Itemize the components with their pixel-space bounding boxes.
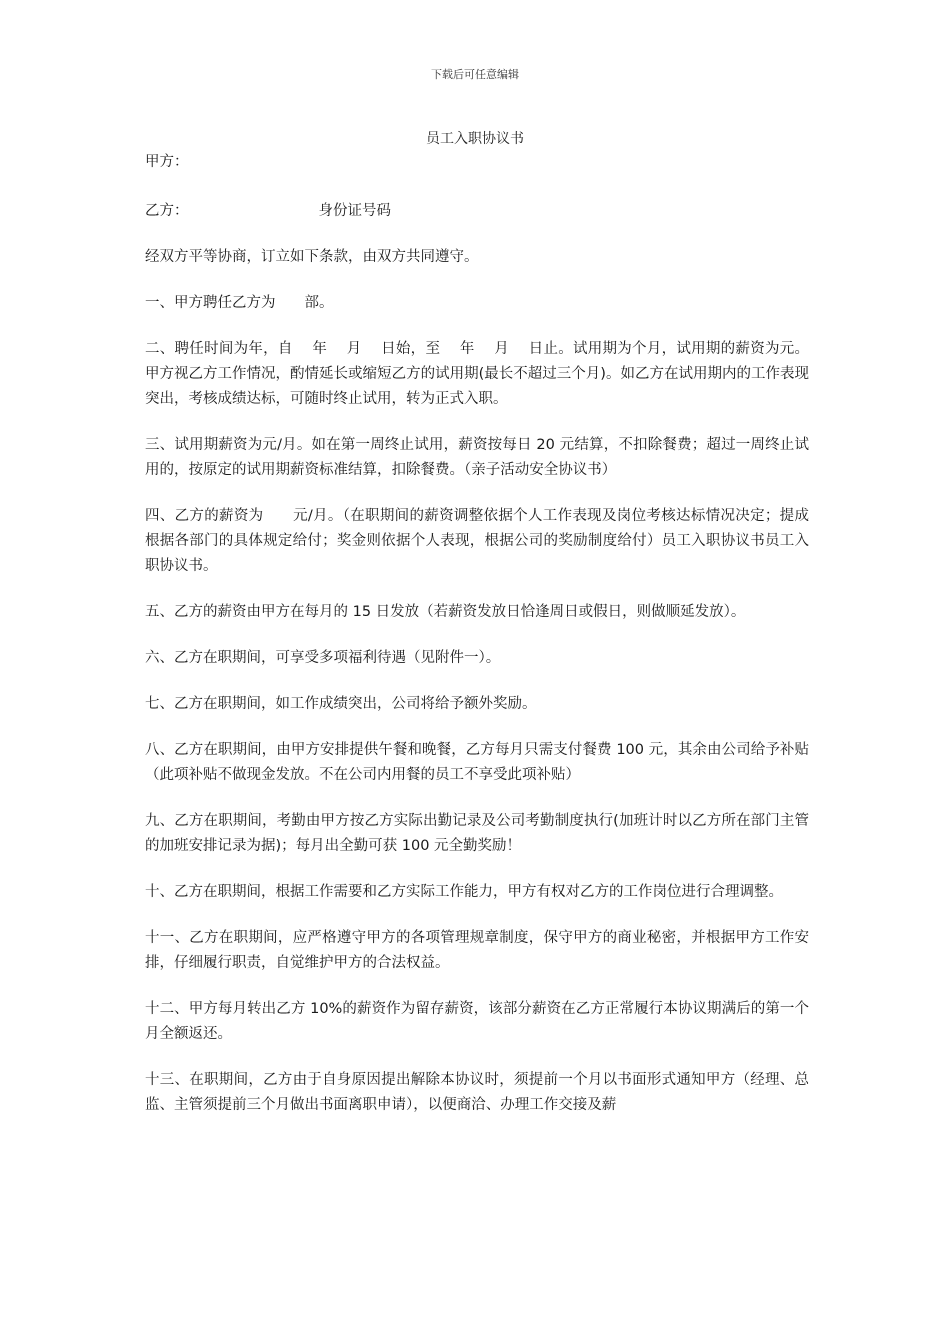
document-body <box>145 150 809 1139</box>
document-title: 员工入职协议书 <box>426 131 524 147</box>
preamble: 经双方平等协商，订立如下条款，由双方共同遵守。 <box>145 249 479 265</box>
clause-13: 十三、在职期间，乙方由于自身原因提出解除本协议时，须提前一个月以书面形式通知甲方（经理、总监、主管须提前三个月做出书面离职申请），以便商洽、办理工作交接及薪 <box>145 1072 809 1113</box>
clause-10: 十、乙方在职期间，根据工作需要和乙方实际工作能力，甲方有权对乙方的工作岗位进行合理调整。 <box>145 884 783 900</box>
clause-9: 九、乙方在职期间，考勤由甲方按乙方实际出勤记录及公司考勤制度执行(加班计时以乙方所在部门主管的加班安排记录为据)；每月出全勤可获 100 元全勤奖励！ <box>145 813 809 854</box>
clause-7: 七、乙方在职期间，如工作成绩突出，公司将给予额外奖励。 <box>145 696 537 712</box>
clause-6: 六、乙方在职期间，可享受多项福利待遇（见附件一）。 <box>145 650 501 666</box>
party-a-line: 甲方： <box>145 154 189 170</box>
clause-11: 十一、乙方在职期间，应严格遵守甲方的各项管理规章制度，保守甲方的商业秘密，并根据甲方工作安排，仔细履行职责，自觉维护甲方的合法权益。 <box>145 930 809 971</box>
clause-2: 二、聘任时间为年，自 年 月 日始，至 年 月 日止。试用期为个月，试用期的薪资为元。甲方视乙方工作情况，酌情延长或缩短乙方的试用期(最长不超过三个月)。如乙方在试用期内的工作表现突出，考核成绩达标，可随时终止试用，转为正式入职。 <box>145 341 809 407</box>
clause-5: 五、乙方的薪资由甲方在每月的 15 日发放（若薪资发放日恰逢周日或假日，则做顺延发放）。 <box>145 604 746 620</box>
clause-4: 四、乙方的薪资为 元/月。（在职期间的薪资调整依据个人工作表现及岗位考核达标情况决定；提成根据各部门的具体规定给付；奖金则依据个人表现，根据公司的奖励制度给付）员工入职协议书员工入职协议书。 <box>145 508 809 574</box>
header-note: 下载后可任意编辑 <box>431 68 519 81</box>
clause-1: 一、甲方聘任乙方为 部。 <box>145 295 334 311</box>
clause-8: 八、乙方在职期间，由甲方安排提供午餐和晚餐，乙方每月只需支付餐费 100 元，其余由公司给予补贴（此项补贴不做现金发放。不在公司内用餐的员工不享受此项补贴） <box>145 742 809 783</box>
clause-12: 十二、甲方每月转出乙方 10%的薪资作为留存薪资，该部分薪资在乙方正常履行本协议期满后的第一个月全额返还。 <box>145 1001 809 1042</box>
party-b-id-label: 身份证号码 <box>318 203 391 219</box>
clause-3: 三、试用期薪资为元/月。如在第一周终止试用，薪资按每日 20 元结算，不扣除餐费；超过一周终止试用的，按原定的试用期薪资标准结算，扣除餐费。（亲子活动安全协议书） <box>145 437 809 478</box>
party-b-label: 乙方： <box>145 203 189 219</box>
party-b-line <box>145 199 809 224</box>
